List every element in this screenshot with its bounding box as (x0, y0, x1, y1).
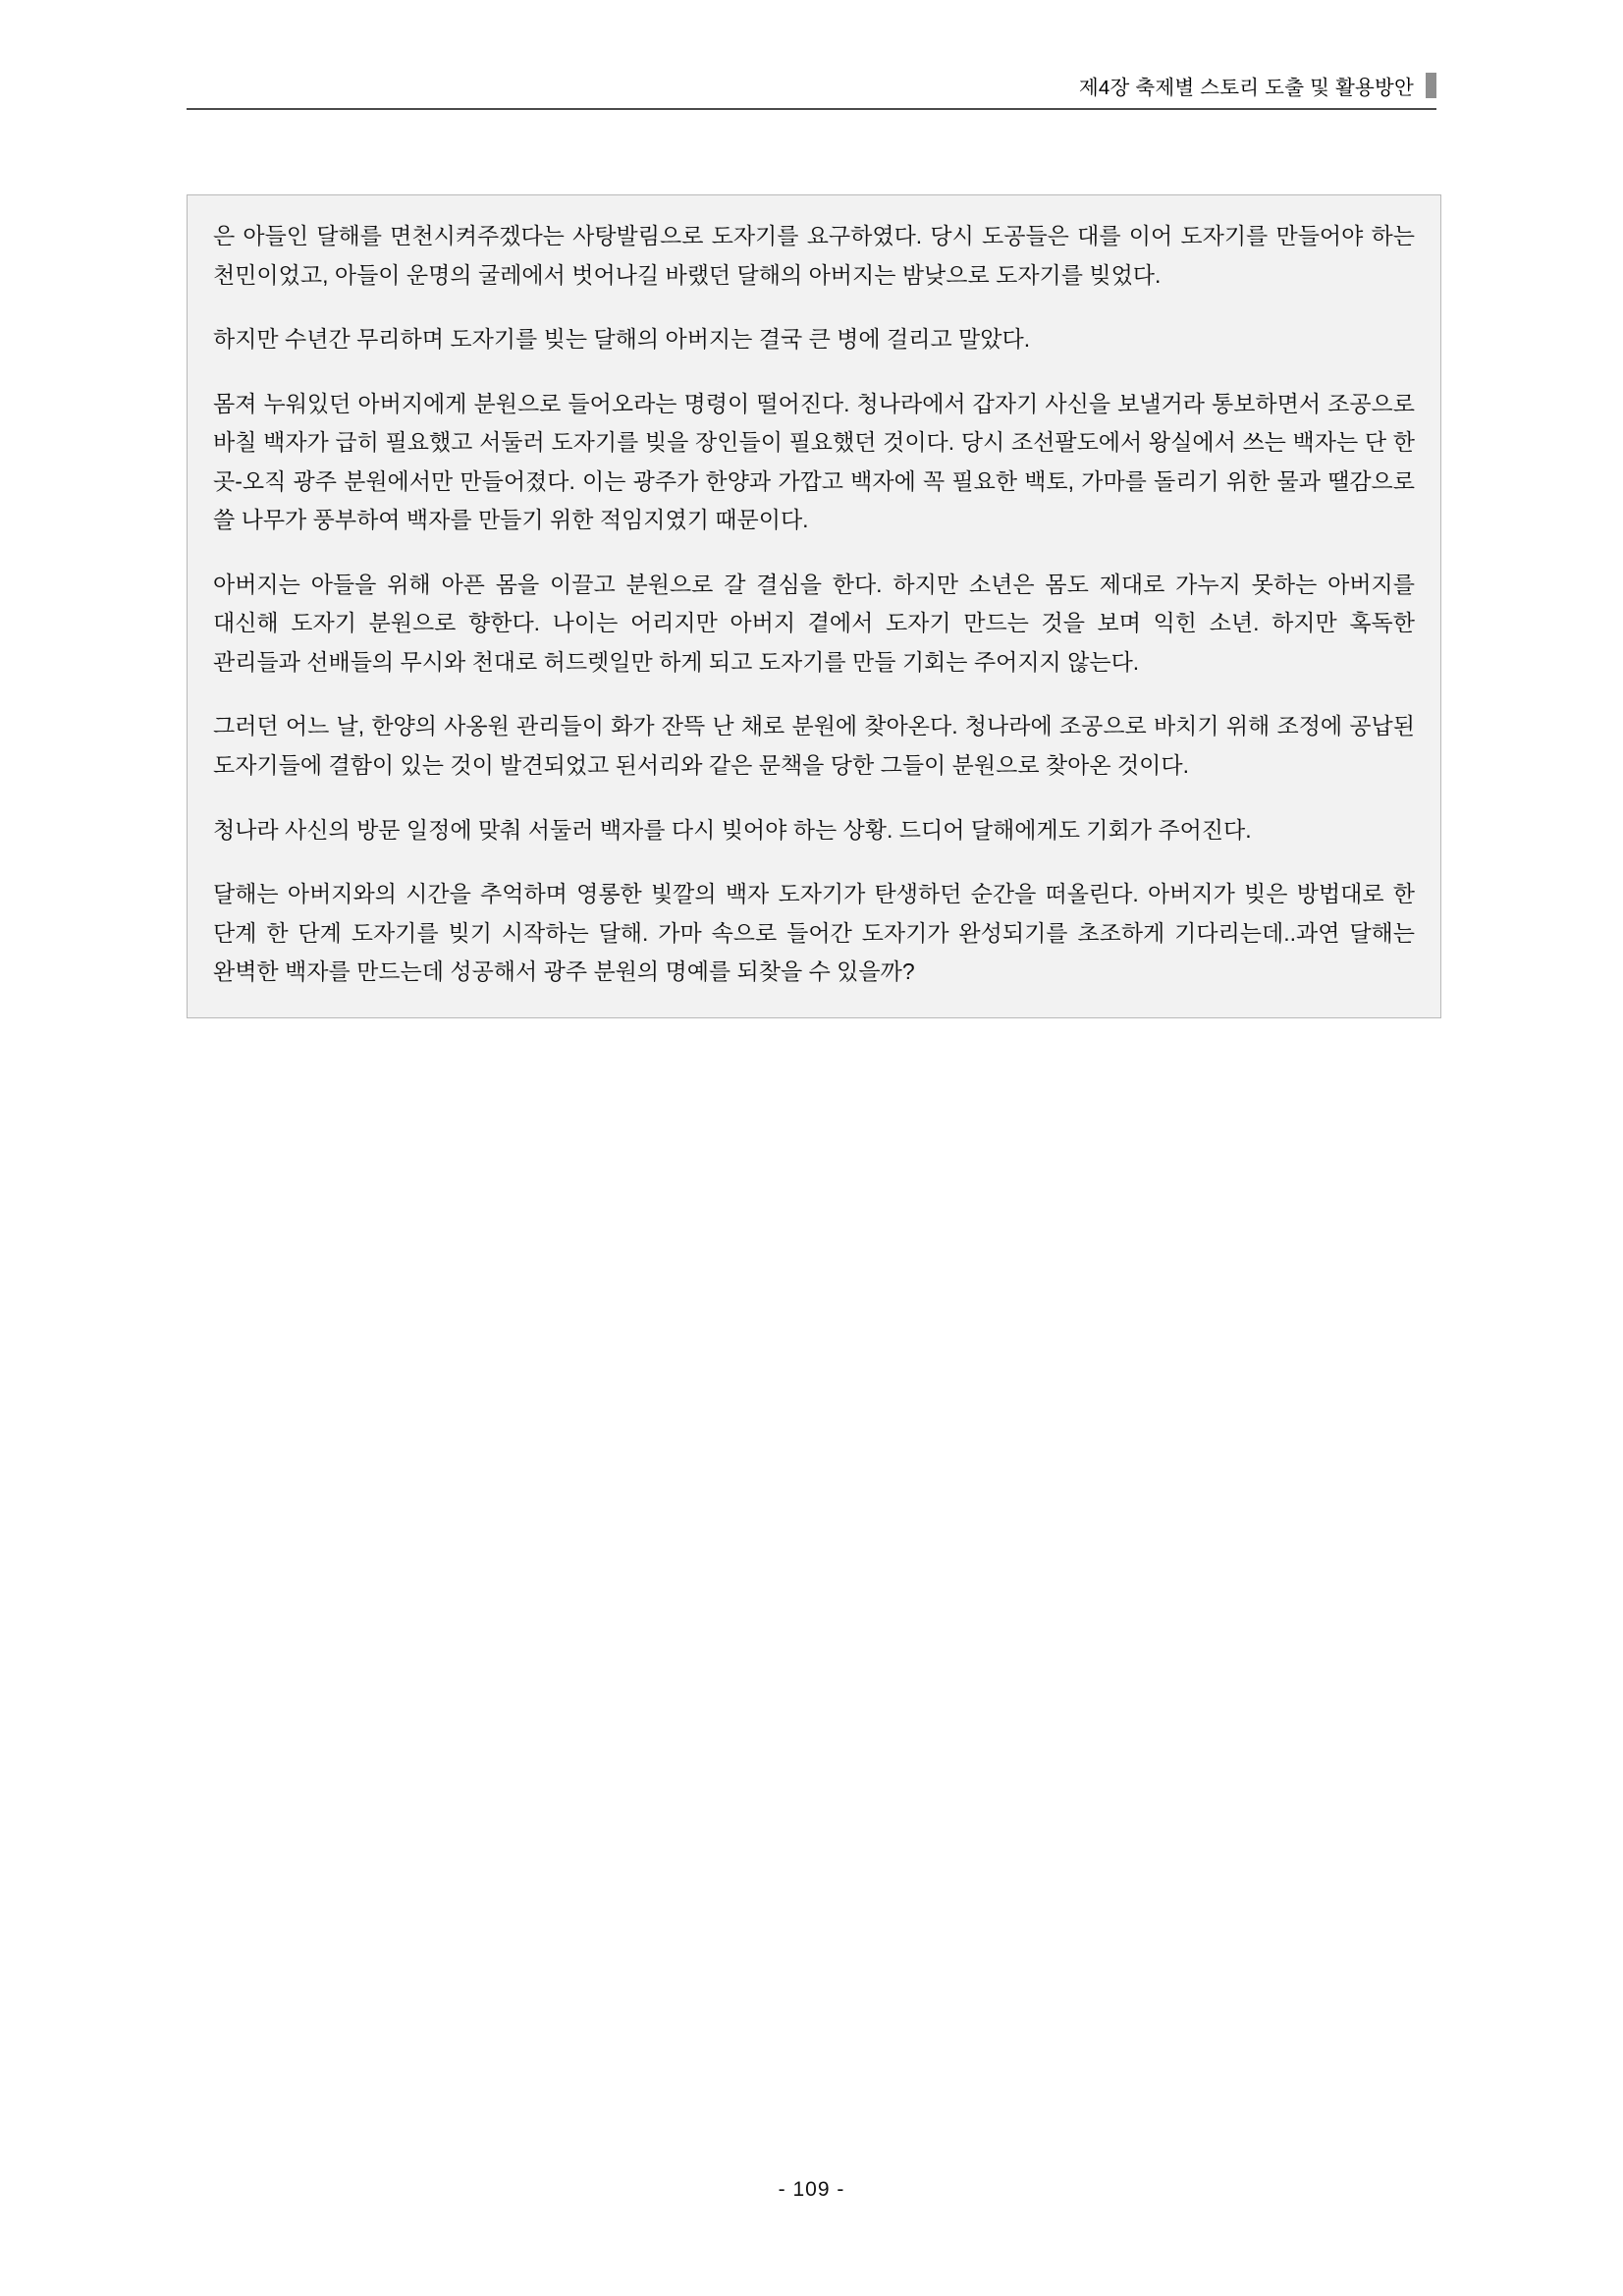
header-divider (187, 108, 1436, 110)
paragraph: 몸져 누워있던 아버지에게 분원으로 들어오라는 명령이 떨어진다. 청나라에서 갑자기 사신을 보낼거라 통보하면서 조공으로 바칠 백자가 급히 필요했고 서둘러 도자기를 빚을 장인들이 필요했던 것이다. 당시 조선팔도에서 왕실에서 쓰는 백자는 단 한 곳-오직 광주 분원에서만 만들어졌다. 이는 광주가 한양과 가깝고 백자에 꼭 필요한 백토, 가마를 돌리기 위한 물과 땔감으로 쓸 나무가 풍부하여 백자를 만들기 위한 적임지였기 때문이다. (213, 390, 1415, 533)
paragraph: 그러던 어느 날, 한양의 사옹원 관리들이 화가 잔뜩 난 채로 분원에 찾아온다. 청나라에 조공으로 바치기 위해 조정에 공납된 도자기들에 결함이 있는 것이 발견되었고 된서리와 같은 문책을 당한 그들이 분원으로 찾아온 것이다. (213, 713, 1415, 779)
paragraph: 아버지는 아들을 위해 아픈 몸을 이끌고 분원으로 갈 결심을 한다. 하지만 소년은 몸도 제대로 가누지 못하는 아버지를 대신해 도자기 분원으로 향한다. 나이는 어리지만 아버지 곁에서 도자기 만드는 것을 보며 익힌 소년. 하지만 혹독한 관리들과 선배들의 무시와 천대로 허드렛일만 하게 되고 도자기를 만들 기회는 주어지지 않는다. (213, 571, 1415, 675)
chapter-title: 제4장 축제별 스토리 도출 및 활용방안 (1078, 77, 1414, 99)
header-row (187, 71, 1436, 108)
paragraph: 은 아들인 달해를 면천시켜주겠다는 사탕발림으로 도자기를 요구하였다. 당시 도공들은 대를 이어 도자기를 만들어야 하는 천민이었고, 아들이 운명의 굴레에서 벗어나길 바랬던 달해의 아버지는 밤낮으로 도자기를 빚었다. (213, 223, 1415, 288)
header-marker-icon (1426, 73, 1436, 98)
running-header (187, 71, 1436, 116)
paragraph: 하지만 수년간 무리하며 도자기를 빚는 달해의 아버지는 결국 큰 병에 걸리고 말았다. (213, 326, 1031, 353)
story-text-box (187, 194, 1441, 1018)
page-number: - 109 - (778, 2178, 845, 2201)
paragraph: 달해는 아버지와의 시간을 추억하며 영롱한 빛깔의 백자 도자기가 탄생하던 순간을 떠올린다. 아버지가 빚은 방법대로 한 단계 한 단계 도자기를 빚기 시작하는 달해. 가마 속으로 들어간 도자기가 완성되기를 초조하게 기다리는데..과연 달해는 완벽한 백자를 만드는데 성공해서 광주 분원의 명예를 되찾을 수 있을까? (213, 881, 1415, 985)
paragraph: 청나라 사신의 방문 일정에 맞춰 서둘러 백자를 다시 빚어야 하는 상황. 드디어 달해에게도 기회가 주어진다. (213, 816, 1252, 843)
